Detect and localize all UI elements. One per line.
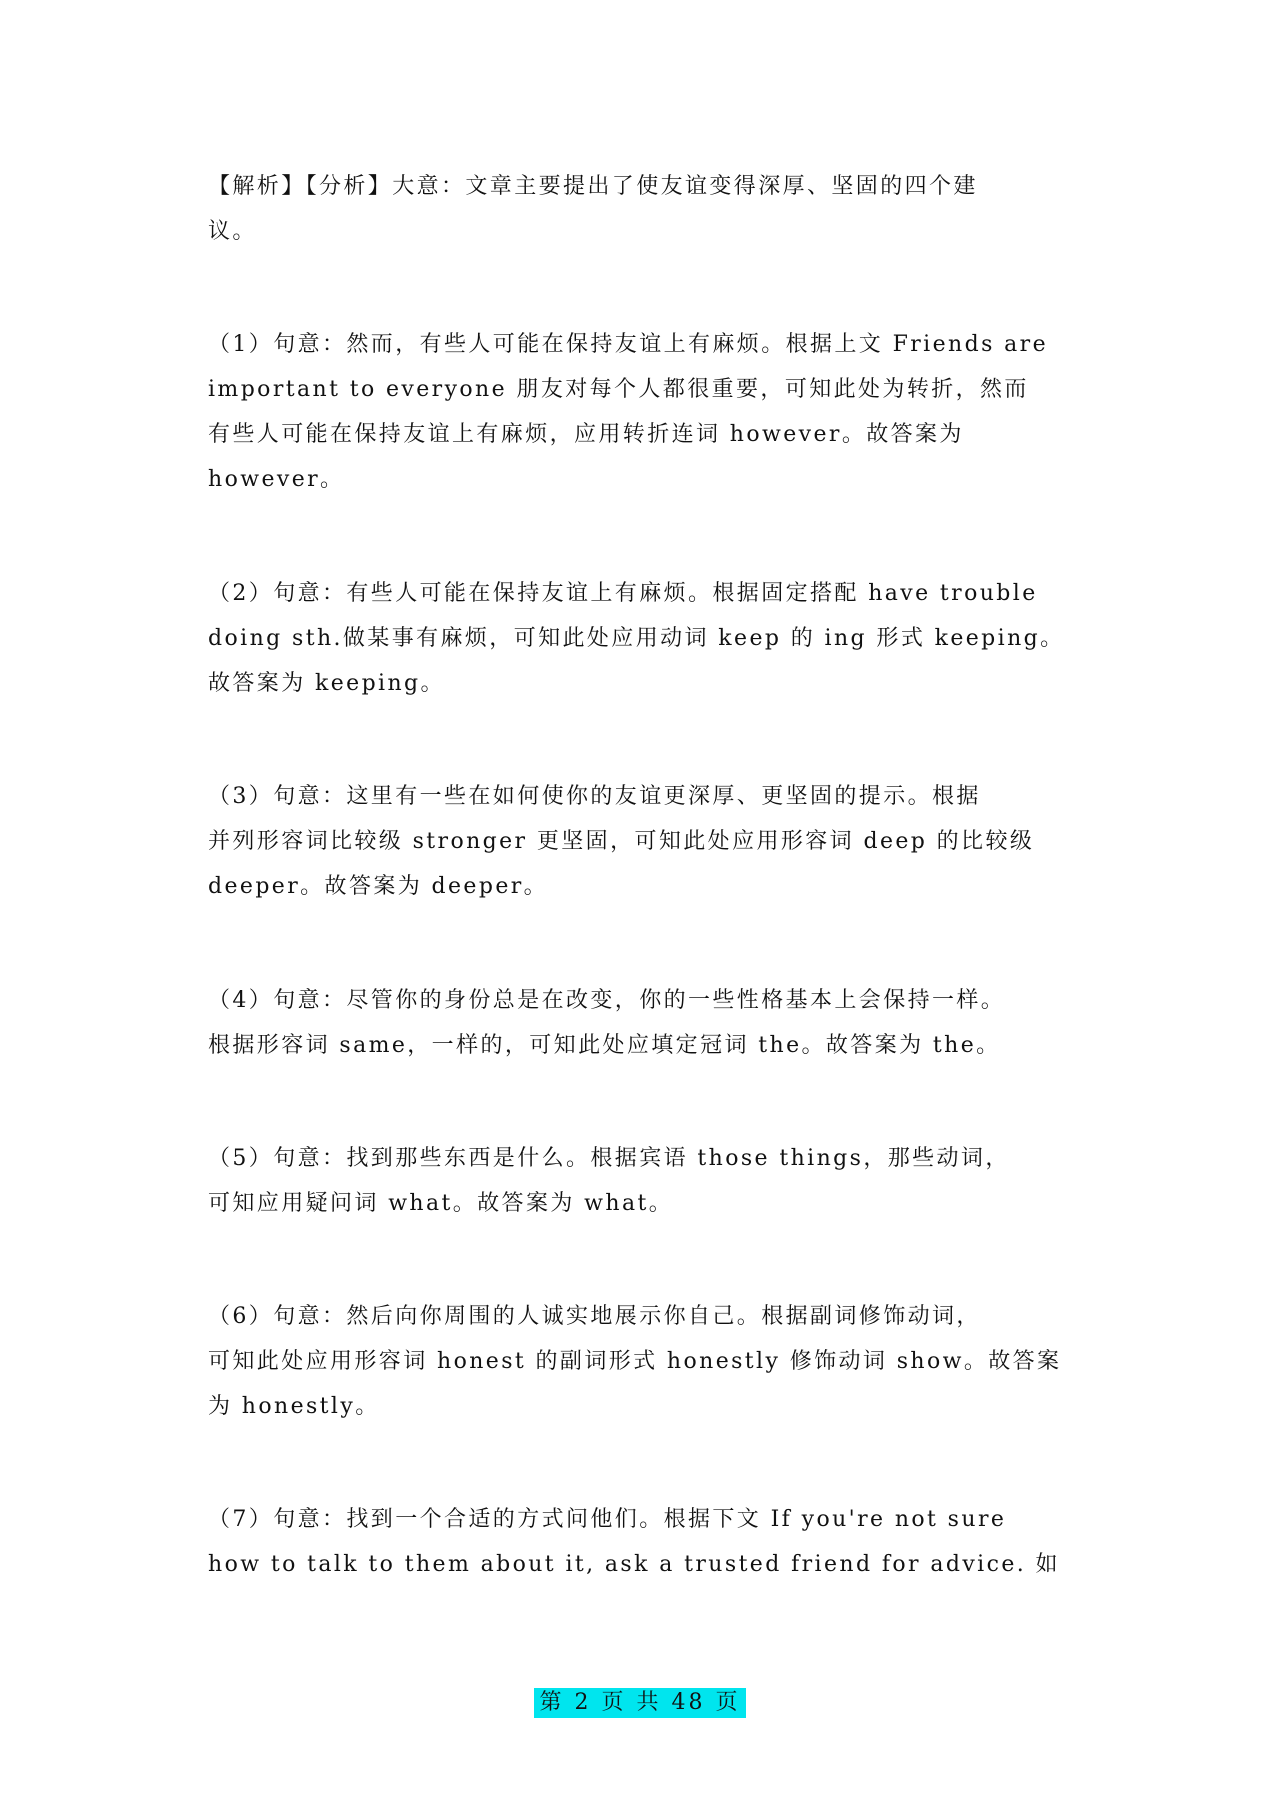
text-line: （4）句意：尽管你的身份总是在改变，你的一些性格基本上会保持一样。: [208, 988, 1006, 1013]
text-line: 可知应用疑问词 what。故答案为 what。: [208, 1191, 674, 1216]
text-line: 议。: [208, 219, 257, 244]
text-line: （7）句意：找到一个合适的方式问他们。根据下文 If you're not sure: [208, 1507, 1007, 1532]
answer-explanation-1: [208, 322, 1080, 502]
text-line: （5）句意：找到那些东西是什么。根据宾语 those things，那些动词，: [208, 1146, 1010, 1171]
page-number-label: 第 2 页 共 48 页: [534, 1688, 747, 1718]
answer-explanation-4: [208, 978, 1080, 1068]
text-line: 有些人可能在保持友谊上有麻烦，应用转折连词 however。故答案为: [208, 422, 964, 447]
text-line: （3）句意：这里有一些在如何使你的友谊更深厚、更坚固的提示。根据: [208, 784, 981, 809]
text-line: （1）句意：然而，有些人可能在保持友谊上有麻烦。根据上文 Friends are: [208, 332, 1049, 357]
answer-explanation-3: [208, 774, 1080, 909]
text-line: （6）句意：然后向你周围的人诚实地展示你自己。根据副词修饰动词，: [208, 1304, 981, 1329]
text-line: 并列形容词比较级 stronger 更坚固，可知此处应用形容词 deep 的比较级: [208, 829, 1035, 854]
page-footer: [0, 1688, 1280, 1718]
answer-explanation-6: [208, 1294, 1080, 1429]
analysis-intro-paragraph: [208, 164, 1080, 254]
text-line: 【解析】【分析】大意：文章主要提出了使友谊变得深厚、坚固的四个建: [208, 174, 978, 199]
text-line: 根据形容词 same，一样的，可知此处应填定冠词 the。故答案为 the。: [208, 1033, 1001, 1058]
text-line: deeper。故答案为 deeper。: [208, 874, 549, 899]
text-line: however。: [208, 467, 345, 492]
text-line: 为 honestly。: [208, 1394, 380, 1419]
text-line: 可知此处应用形容词 honest 的副词形式 honestly 修饰动词 show。故答案: [208, 1349, 1062, 1374]
answer-explanation-2: [208, 571, 1080, 706]
text-line: （2）句意：有些人可能在保持友谊上有麻烦。根据固定搭配 have trouble: [208, 581, 1038, 606]
text-line: important to everyone 朋友对每个人都很重要，可知此处为转折，然而: [208, 377, 1029, 402]
answer-explanation-5: [208, 1136, 1080, 1226]
text-line: how to talk to them about it, ask a trusted friend for advice. 如: [208, 1552, 1060, 1577]
answer-explanation-7: [208, 1497, 1080, 1587]
text-line: 故答案为 keeping。: [208, 671, 445, 696]
text-line: doing sth.做某事有麻烦，可知此处应用动词 keep 的 ing 形式 keeping。: [208, 626, 1065, 651]
